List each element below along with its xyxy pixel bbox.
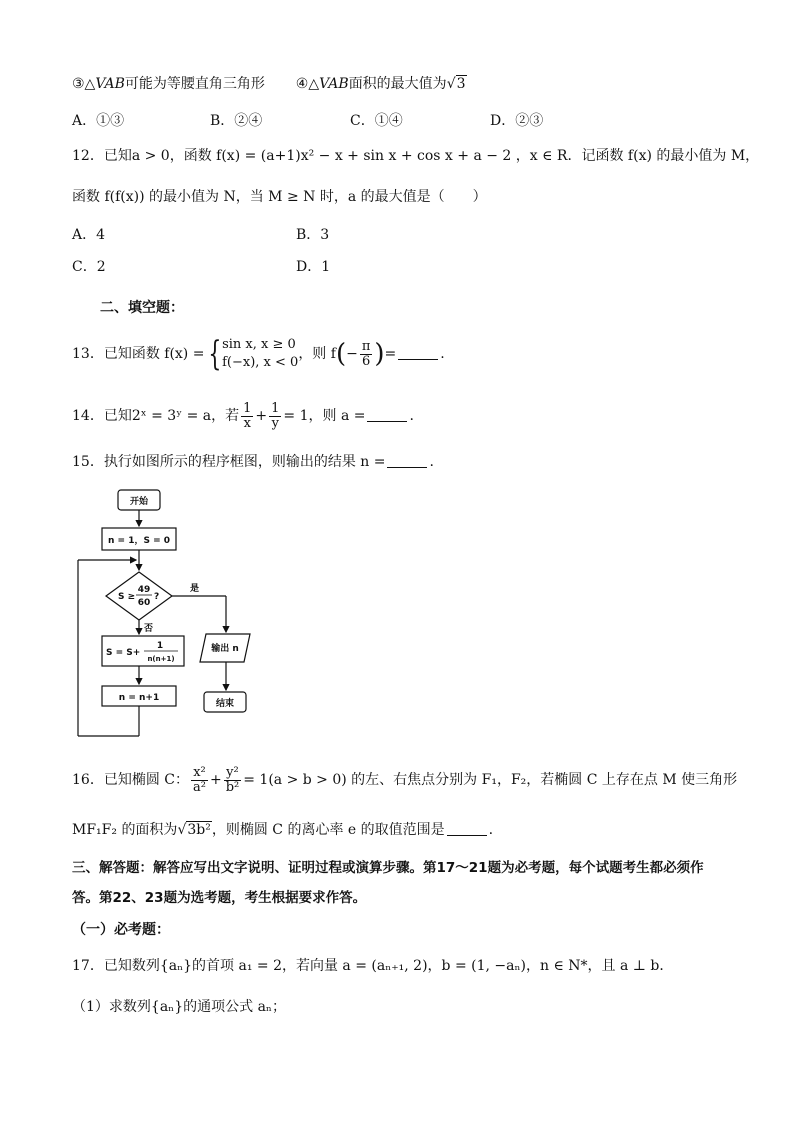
- flow-init-label: n = 1，S = 0: [107, 536, 171, 546]
- flow-end-label: 结束: [215, 699, 235, 709]
- flowchart-svg: [74, 484, 254, 744]
- answer-blank[interactable]: [398, 345, 438, 360]
- flow-cond-prefix: S ≥: [118, 592, 136, 602]
- flow-cond-num: 49: [137, 585, 151, 595]
- sqrt-value: 3: [456, 76, 466, 92]
- flow-start-label: 开始: [129, 497, 149, 507]
- answer-blank[interactable]: [367, 407, 407, 422]
- q12-line2: 函数 f(f(x)) 的最小值为 N，当 M ≥ N 时，a 的最大值是（ ）: [72, 189, 487, 205]
- flow-update-s-prefix: S = S+: [106, 648, 141, 658]
- q12-option-a: A．4: [72, 227, 106, 243]
- flow-cond-suffix: ?: [154, 592, 160, 602]
- q14-line: 14．已知2ˣ = 3ʸ = a，若 $\frac{1}{x}$ + $\frac{1}{y}$ = 1，则 a = .: [72, 400, 414, 431]
- q17-line: 17．已知数列{aₙ}的首项 a₁ = 2，若向量 a = (aₙ₊₁, 2)，b = (1, −aₙ)，n ∈ N*，且 a ⊥ b．: [72, 958, 674, 974]
- flow-yes-label: 是: [190, 584, 200, 594]
- flow-update-s-den: n(n+1): [147, 655, 175, 663]
- q11-option-b: B．②④: [210, 113, 263, 129]
- q13-line: 13．已知函数 f(x) = { sin x, x ≥ 0 f(−x), x < 0 ，则 f(− $\frac{\pi}{6}$ )= .: [72, 334, 445, 374]
- q12-option-c: C．2: [72, 259, 106, 275]
- statement-3-4-line: ③△VAB可能为等腰直角三角形 ④△VAB面积的最大值为√3: [72, 76, 466, 92]
- q17-part1: （1）求数列{aₙ}的通项公式 aₙ；: [72, 999, 286, 1015]
- q16-line1: 16．已知椭圆 C： $\frac{\text{x²}}{\text{a²}}$ + $\frac{\text{y²}}{\text{b²}}$ = 1(a > b > 0) 的左、右焦点分别为 F₁，F₂，若椭圆 C 上存在点 M 使三角形: [72, 764, 738, 795]
- flow-cond-den: 60: [137, 598, 151, 608]
- q11-option-c: C．①④: [350, 113, 403, 129]
- q12-option-d: D．1: [296, 259, 331, 275]
- flow-no-label: 否: [144, 624, 154, 634]
- q16-line2: MF₁F₂ 的面积为√3b²，则椭圆 C 的离心率 e 的取值范围是 .: [72, 822, 494, 838]
- subsection-required: （一）必考题：: [72, 922, 170, 938]
- q12-line1: 12．已知a > 0，函数 f(x) = (a+1)x² − x + sin x + cos x + a − 2 ，x ∈ R．记函数 f(x) 的最小值为 M，: [72, 148, 760, 164]
- q13-fraction: $\frac{\pi}{6}$: [361, 338, 371, 369]
- answer-blank[interactable]: [387, 453, 427, 468]
- flow-output-label: 输出 n: [211, 644, 239, 654]
- q12-option-b: B．3: [296, 227, 330, 243]
- flow-update-n-label: n = n+1: [118, 693, 160, 703]
- flow-condition-diamond: [106, 572, 172, 620]
- answer-blank[interactable]: [447, 821, 487, 836]
- program-flowchart: [74, 484, 254, 744]
- section-solution-heading-line2: 答。第22、23题为选考题，考生根据要求作答。: [72, 890, 367, 906]
- flow-update-s-num: 1: [156, 641, 164, 651]
- section-fill-in-heading: 二、填空题：: [100, 300, 184, 316]
- q15-line: 15．执行如图所示的程序框图，则输出的结果 n = .: [72, 454, 434, 470]
- q11-option-d: D．②③: [490, 113, 544, 129]
- section-solution-heading-line1: 三、解答题：解答应写出文字说明、证明过程或演算步骤。第17～21题为必考题，每个试题考生都必须作: [72, 860, 704, 876]
- q11-option-a: A．①③: [72, 113, 125, 129]
